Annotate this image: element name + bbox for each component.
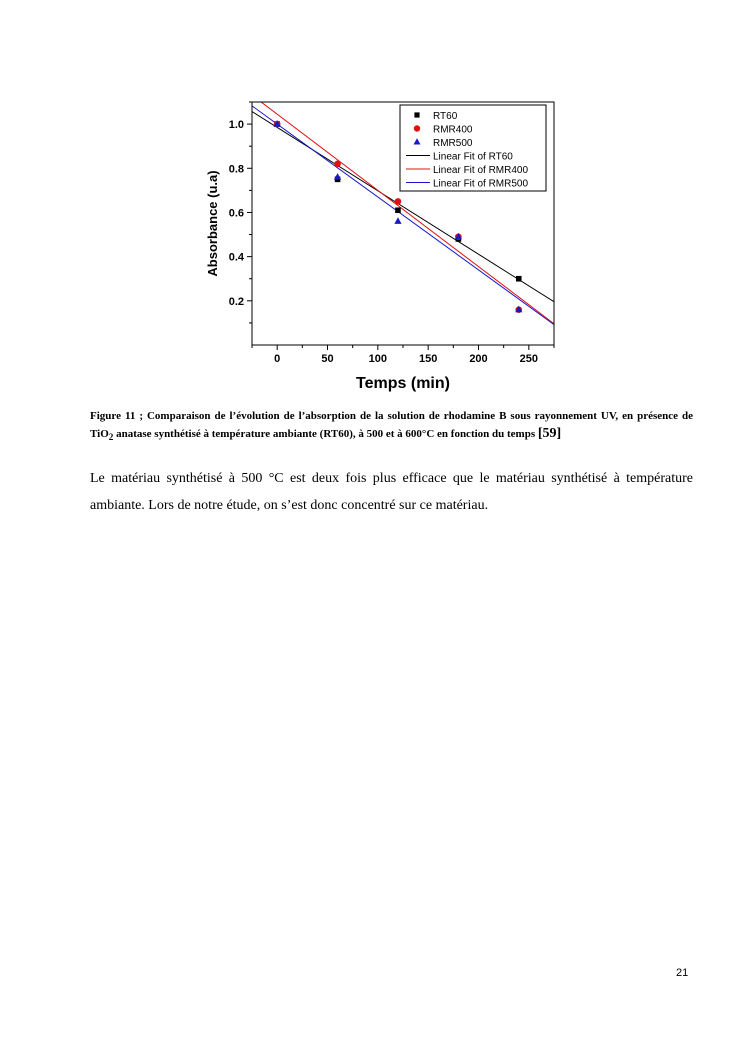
marker-rmr500-1 [334,173,341,180]
body-paragraph: Le matériau synthétisé à 500 °C est deux fois plus efficace que le matériau synthétisé à température ambiante. Lors de notre étude, on s’est donc concentré sur ce matériau. [90,471,693,513]
x-axis-label: Temps (min) [356,375,450,392]
page-number: 21 [676,967,689,979]
legend-symbol-rt60 [414,112,419,117]
caption-text-part2: anatase synthétisé à température ambiante (RT60), à 500 et à 600°C en fonction du temps [113,428,538,440]
x-tick-label-0: 0 [274,353,281,365]
y-tick-label-0.2: 0.2 [228,295,244,308]
x-tick-label-200: 200 [469,353,488,365]
marker-rmr400-2 [395,198,402,205]
y-tick-label-0.6: 0.6 [228,207,244,220]
x-tick-label-250: 250 [519,353,539,365]
legend-label-3: Linear Fit of RT60 [433,151,513,163]
legend-symbol-rmr400 [414,125,420,131]
x-tick-label-100: 100 [368,353,388,365]
y-tick-label-0.8: 0.8 [228,163,244,176]
y-axis-label: Absorbance (u.a) [205,170,220,277]
marker-rmr400-1 [334,161,341,168]
marker-rt60-4 [516,276,522,282]
absorbance-chart [195,92,565,397]
legend-label-5: Linear Fit of RMR500 [433,178,529,190]
marker-rmr500-2 [394,217,401,224]
legend-label-2: RMR500 [433,138,473,149]
y-tick-label-0.4: 0.4 [228,251,244,264]
y-tick-label-1: 1.0 [228,119,244,132]
caption-reference: [59] [537,426,562,441]
legend-label-0: RT60 [433,111,458,122]
marker-rt60-2 [395,207,401,213]
figure-caption [90,408,693,446]
legend-label-4: Linear Fit of RMR400 [433,165,529,176]
x-tick-label-150: 150 [418,353,438,365]
legend-label-1: RMR400 [433,124,473,136]
caption-text-part1: Figure 11 ; Comparaison de l’évolution de l’absorption de la solution de rhodamine B sous rayonnement UV, en présence de TiO [90,410,693,440]
caption-subscript: 2 [108,432,114,443]
x-tick-label-50: 50 [321,353,334,365]
